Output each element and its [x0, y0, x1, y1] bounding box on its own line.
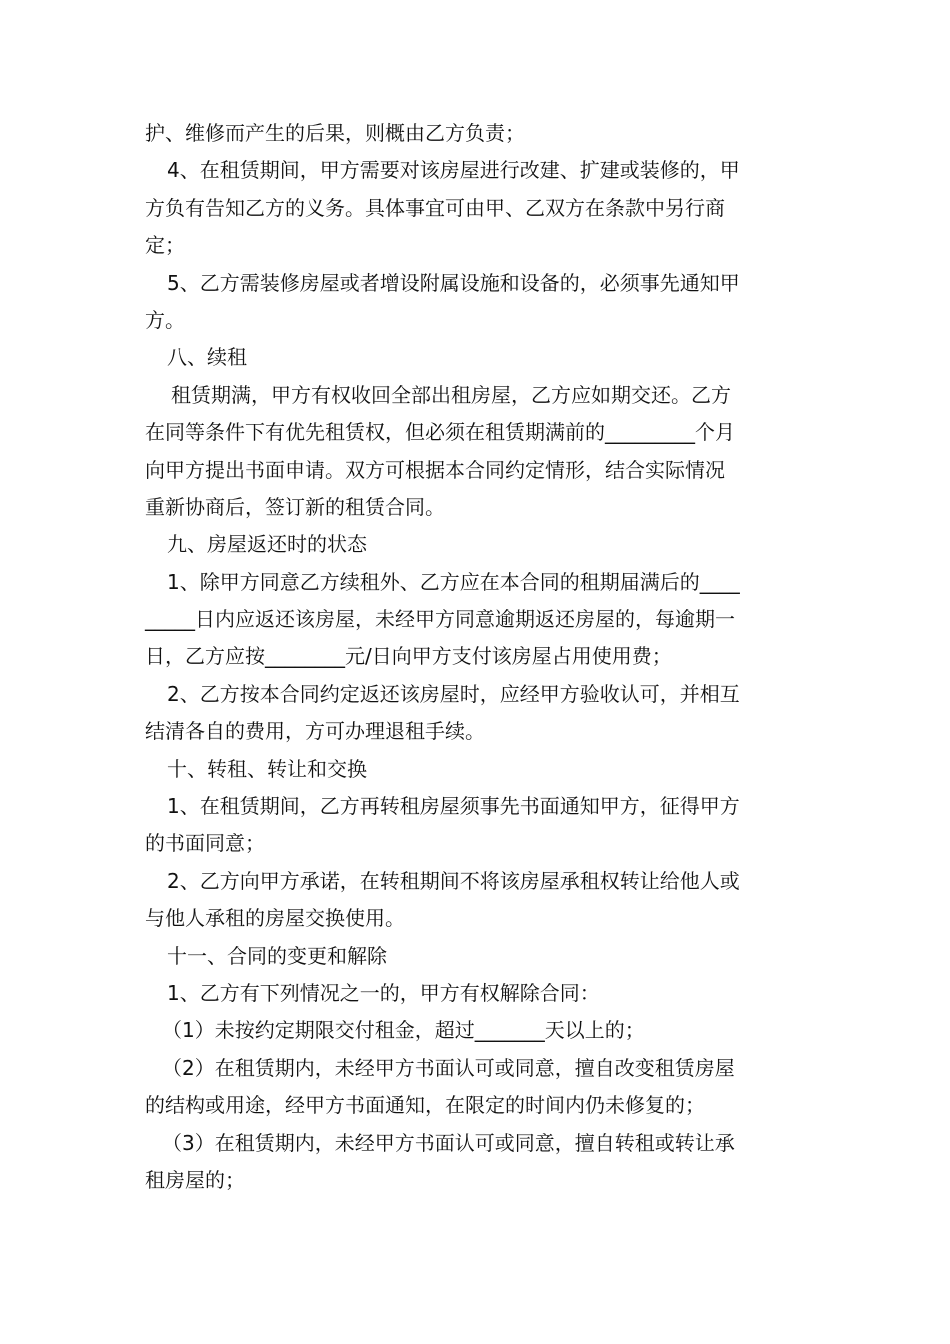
- section-heading-10: 十、转租、转让和交换: [167, 756, 367, 781]
- clause-1-line: 1、在租赁期间，乙方再转租房屋须事先书面通知甲方，征得甲方: [167, 794, 740, 819]
- paragraph-line: 租赁期满，甲方有权收回全部出租房屋，乙方应如期交还。乙方: [171, 382, 731, 407]
- contract-body: [145, 115, 811, 1199]
- section-heading-11: 十一、合同的变更和解除: [167, 943, 387, 968]
- section-heading-9: 九、房屋返还时的状态: [167, 532, 367, 557]
- clause-2-line: 2、乙方向甲方承诺，在转租期间不将该房屋承租权转让给他人或: [167, 868, 740, 893]
- subclause-1-line: （1）未按约定期限交付租金，超过_______天以上的；: [162, 1018, 645, 1043]
- subclause-2-line: （2）在租赁期内，未经甲方书面认可或同意，擅自改变租赁房屋: [162, 1055, 735, 1080]
- paragraph-line: 租房屋的；: [145, 1167, 245, 1192]
- clause-5-line: 5、乙方需装修房屋或者增设附属设施和设备的，必须事先通知甲: [167, 270, 740, 295]
- paragraph-line: 护、维修而产生的后果，则概由乙方负责；: [145, 121, 525, 145]
- subclause-3-line: （3）在租赁期内，未经甲方书面认可或同意，擅自转租或转让承: [162, 1130, 735, 1155]
- paragraph-line: 重新协商后，签订新的租赁合同。: [145, 494, 445, 519]
- paragraph-line: 定；: [145, 233, 185, 258]
- paragraph-line: 结清各自的费用，方可办理退租手续。: [145, 719, 485, 744]
- paragraph-line: 向甲方提出书面申请。双方可根据本合同约定情形，结合实际情况: [145, 457, 725, 482]
- paragraph-line: _____日内应返还该房屋，未经甲方同意逾期返还房屋的，每逾期一: [145, 607, 735, 632]
- section-heading-8: 八、续租: [167, 345, 247, 370]
- clause-4-line: 4、在租赁期间，甲方需要对该房屋进行改建、扩建或装修的，甲: [167, 158, 740, 183]
- paragraph-line: 的结构或用途，经甲方书面通知，在限定的时间内仍未修复的；: [145, 1093, 705, 1118]
- paragraph-line: 的书面同意；: [145, 831, 265, 856]
- clause-1-line: 1、除甲方同意乙方续租外、乙方应在本合同的租期届满后的____: [167, 569, 740, 594]
- paragraph-line: 日，乙方应按________元/日向甲方支付该房屋占用使用费；: [145, 644, 672, 669]
- paragraph-line: 与他人承租的房屋交换使用。: [145, 906, 405, 931]
- clause-1-line: 1、乙方有下列情况之一的，甲方有权解除合同：: [167, 980, 600, 1005]
- clause-2-line: 2、乙方按本合同约定返还该房屋时，应经甲方验收认可，并相互: [167, 681, 740, 706]
- paragraph-line: 在同等条件下有优先租赁权，但必须在租赁期满前的_________个月: [145, 420, 735, 445]
- paragraph-line: 方负有告知乙方的义务。具体事宜可由甲、乙双方在条款中另行商: [145, 195, 725, 220]
- paragraph-line: 方。: [145, 307, 185, 332]
